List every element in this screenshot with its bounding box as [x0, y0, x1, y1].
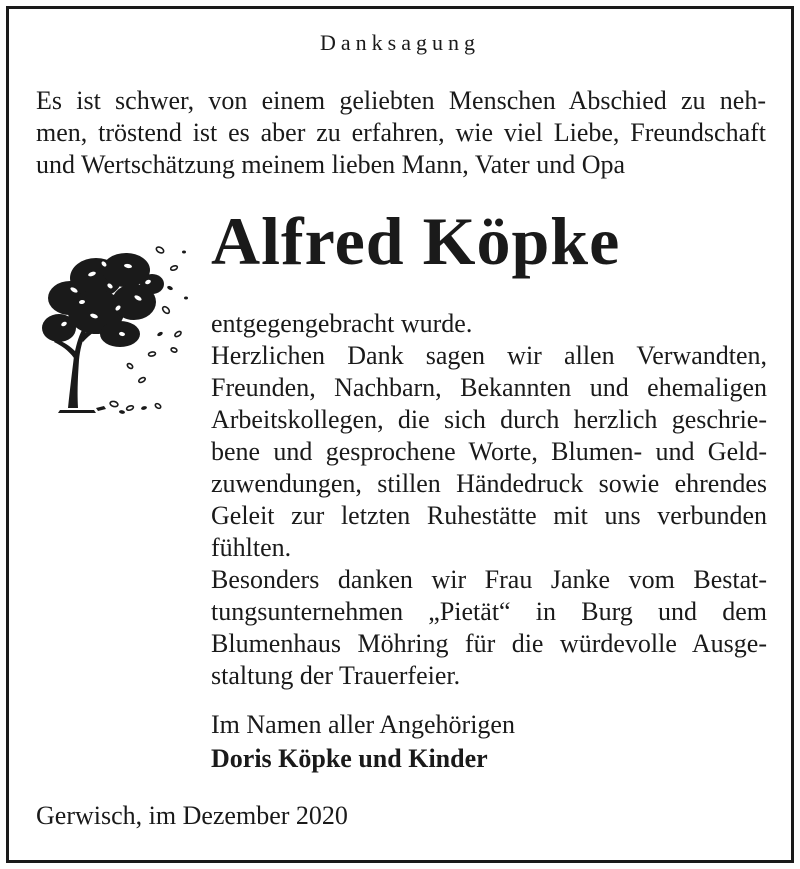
body-line: entgegengebracht wurde.	[211, 309, 473, 338]
notice-heading: Danksagung	[320, 30, 480, 55]
body-line: Arbeitskollegen, die sich durch herzlich geschrie-	[211, 405, 767, 434]
body-line: Besonders danken wir Frau Janke vom Bestat-	[211, 565, 767, 594]
closing-block	[211, 708, 515, 776]
intro-paragraph	[36, 85, 766, 181]
intro-line: und Wertschätzung meinem lieben Mann, Vater und Opa	[36, 150, 626, 179]
intro-line: men, tröstend ist es aber zu erfahren, wie viel Liebe, Freundschaft	[36, 118, 766, 147]
tree-leaves-blowing-icon	[34, 238, 194, 423]
body-line: Herzlichen Dank sagen wir allen Verwandten,	[211, 341, 767, 370]
deceased-name: Alfred Köpke	[211, 203, 621, 279]
body-line: fühlten.	[211, 533, 292, 562]
body-line: Blumenhaus Möhring für die würdevolle Ausge-	[211, 629, 767, 658]
body-line: Geleit zur letzten Ruhestätte mit uns verbunden	[211, 501, 767, 530]
signer-name: Doris Köpke und Kinder	[211, 744, 488, 773]
body-line: tungsunternehmen „Pietät“ in Burg und dem	[211, 597, 767, 626]
body-line: zuwendungen, stillen Händedruck sowie ehrendes	[211, 469, 767, 498]
body-line: staltung der Trauerfeier.	[211, 661, 461, 690]
intro-line: Es ist schwer, von einem geliebten Menschen Abschied zu neh-	[36, 86, 766, 115]
body-line: bene und gesprochene Worte, Blumen- und Geld-	[211, 437, 767, 466]
body-line: Freunden, Nachbarn, Bekannten und ehemaligen	[211, 373, 767, 402]
thanks-paragraph	[211, 308, 767, 692]
place-date: Gerwisch, im Dezember 2020	[36, 801, 348, 830]
on-behalf-line: Im Namen aller Angehörigen	[211, 710, 515, 739]
